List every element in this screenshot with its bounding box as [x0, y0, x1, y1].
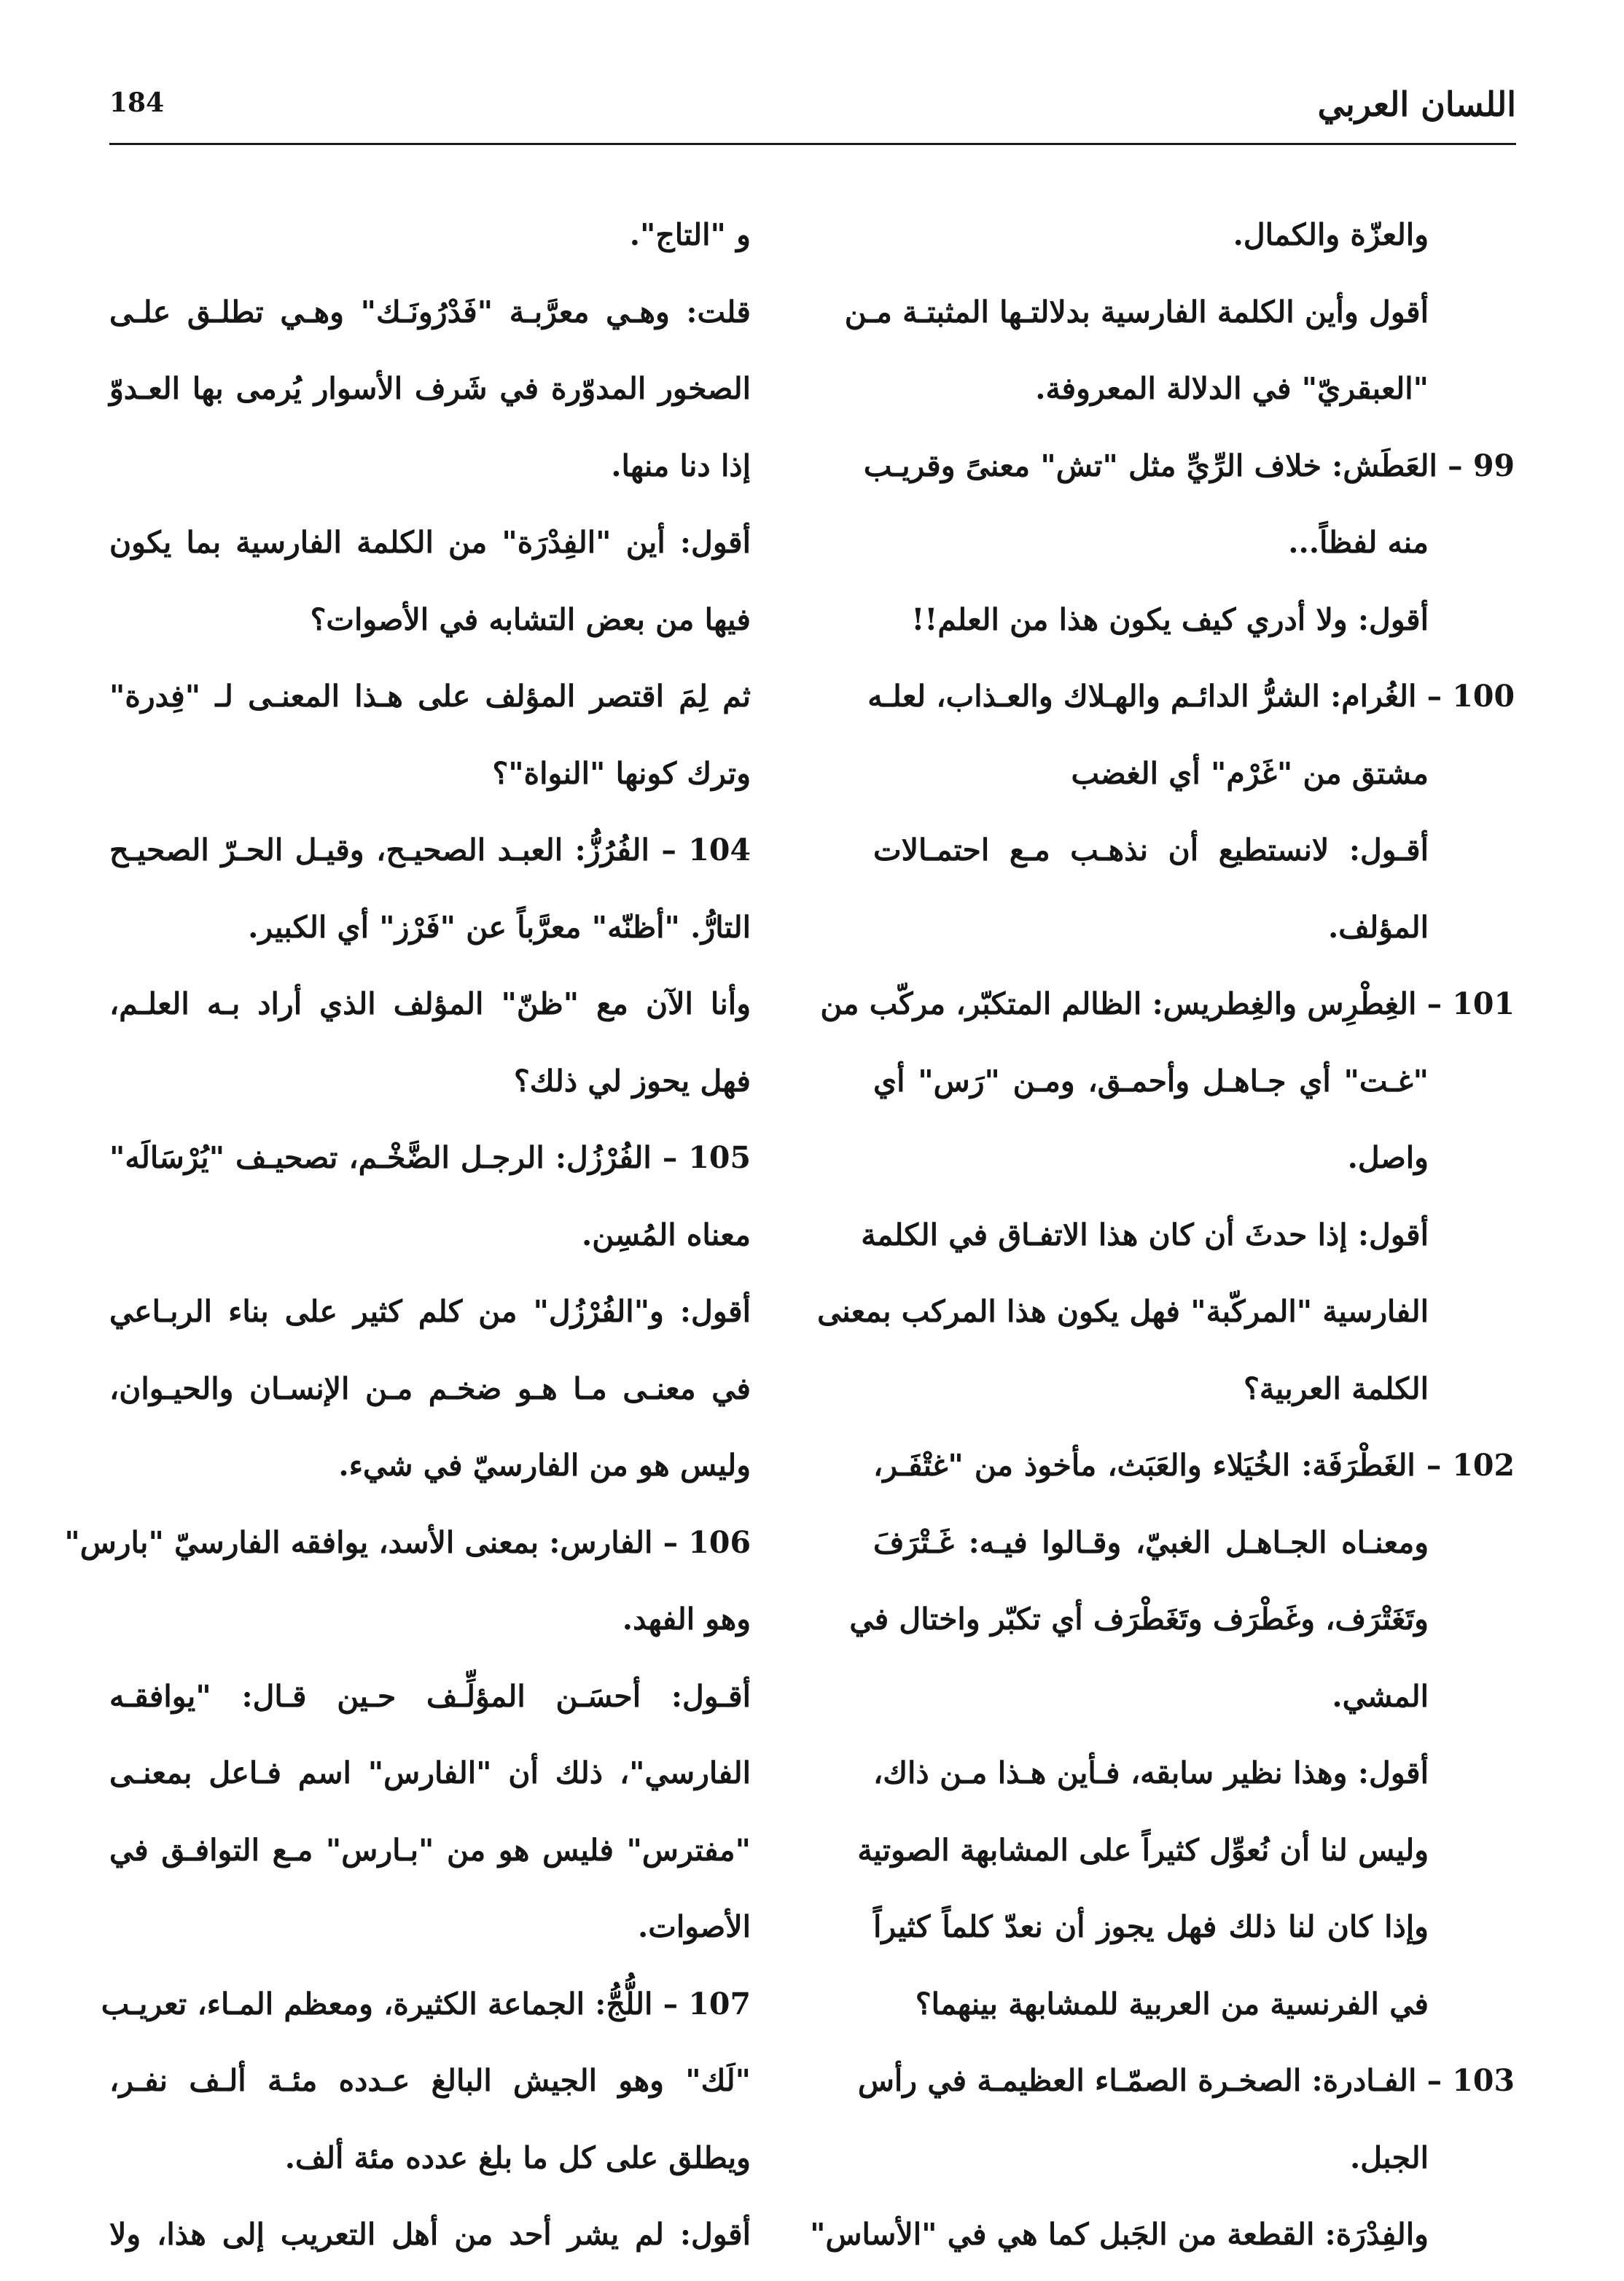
page-number: 184 [109, 87, 165, 118]
text-line: 100 – الغُرام: الشرُّ الدائـم والهـلاك والعـذاب، لعلـه [867, 679, 1515, 714]
text-line: في معنـى مـا هـو ضخـم مـن الإنسـان والحيـوان، [109, 1370, 751, 1406]
text-line: أقول: و"الفُرْزُل" من كلم كثير على بناء الربـاعي [109, 1294, 751, 1329]
text-line: 106 – الفارس: بمعنى الأسد، يوافقه الفارسيّ "بارس" [64, 1524, 751, 1560]
text-line: و "التاج". [629, 217, 751, 252]
text-line: ومعنـاه الجـاهـل الغبيّ، وقـالوا فيـه: غَـتْرَفَ [873, 1524, 1429, 1560]
text-line: فهل يحوز لي ذلك؟ [514, 1063, 751, 1099]
text-line: المشي. [1332, 1678, 1429, 1714]
left-text-column [64, 197, 751, 2274]
text-line: واصل. [1347, 1140, 1429, 1175]
text-line: قلت: وهـي معرَّبـة "فَدْرُونَـك" وهـي تطلـق علـى [109, 294, 751, 330]
text-line: مشتق من "غَرْم" أي الغضب [1071, 755, 1429, 791]
text-line: 99 – العَطَش: خلاف الرِّيِّ مثل "تش" معنىً وقريـب [863, 448, 1515, 483]
text-line: وليس هو من الفارسيّ في شيء. [338, 1448, 751, 1483]
text-line: "مفترس" فليس هو من "بـارس" مـع التوافـق في [109, 1832, 751, 1868]
text-line: معناه المُسِن. [581, 1217, 751, 1252]
journal-title: اللسان العربي [1317, 85, 1516, 124]
text-line: الفارسية "المركّبة" فهل يكون هذا المركب بمعنى [817, 1294, 1429, 1329]
text-line: وهو الفهد. [622, 1602, 751, 1637]
text-line: "غـت" أي جـاهـل وأحمـق، ومـن "رَس" أي [873, 1063, 1429, 1099]
text-line: أقـول: لانستطيع أن نذهـب مـع احتمـالات [873, 833, 1429, 867]
text-line: أقـول: أحسَـن المؤلِّـف حـين قـال: "يوافقـه [109, 1678, 751, 1714]
text-line: وليس لنا أن نُعوِّل كثيراً على المشابهة الصوتية [857, 1832, 1429, 1868]
text-line: وإذا كان لنا ذلك فهل يجوز أن نعدّ كلماً كثيراً [873, 1909, 1429, 1944]
page-header [109, 66, 1516, 146]
text-line: 102 – الغَطْرَفَة: الخُيَلاء والعَبَث، مأخوذ من "غتْفَـر، [873, 1448, 1515, 1483]
text-line: الأصوات. [637, 1909, 751, 1944]
text-line: أقول: ولا أدري كيف يكون هذا من العلم!! [911, 601, 1429, 637]
text-line: الجبل. [1349, 2140, 1429, 2175]
text-line: المؤلف. [1328, 909, 1429, 945]
text-line: وأنا الآن مع "ظنّ" المؤلف الذي أراد بـه العلـم، [109, 986, 751, 1021]
text-line: أقول: إذا حدثَ أن كان هذا الاتفـاق في الكلمة [861, 1217, 1429, 1252]
text-line: "لَك" وهو الجيش البالغ عـدده مئـة ألـف نفـر، [109, 2063, 751, 2098]
text-line: 104 – الفُرُزُّ: العبـد الصحيـح، وقيـل الحـرّ الصحيـح [109, 833, 751, 867]
text-line: 107 – اللُّجُّ: الجماعة الكثيرة، ومعظم المـاء، تعريـب [101, 1986, 751, 2021]
header-rule [109, 143, 1516, 145]
text-line: التارُّ. "أظنّه" معرَّباً عن "فَرْز" أي الكبير. [248, 909, 751, 945]
text-line: والفِدْرَة: القطعة من الجَبل كما هي في "الأساس" [810, 2217, 1429, 2252]
text-line: إذا دنا منها. [611, 448, 751, 483]
text-line: ويطلق على كل ما بلغ عدده مئة ألف. [284, 2140, 751, 2175]
text-line: والعزّة والكمال. [1233, 217, 1429, 252]
right-text-column [810, 197, 1515, 2274]
text-line: الفارسي"، ذلك أن "الفارس" اسم فـاعل بمعنـى [109, 1755, 751, 1790]
text-line: أقول: لم يشر أحد من أهل التعريب إلى هذا، ولا [109, 2217, 751, 2252]
text-line: أقول: وهذا نظير سابقه، فـأين هـذا مـن ذاك، [873, 1755, 1429, 1790]
text-line: ثم لِمَ اقتصر المؤلف على هـذا المعنـى لـ "فِدرة" [109, 679, 751, 714]
text-line: الصخور المدوّرة في شَرف الأسوار يُرمى بها العـدوّ [109, 371, 751, 406]
text-line: "العبقريّ" في الدلالة المعروفة. [1035, 371, 1429, 406]
text-line: الكلمة العربية؟ [1244, 1370, 1429, 1406]
text-line: أقول وأين الكلمة الفارسية بدلالتـها المثبتـة مـن [844, 294, 1429, 330]
text-line: 105 – الفُرْزُل: الرجـل الضَّخْـم، تصحيـف "يُرْسَالَه" [109, 1140, 751, 1175]
text-line: منه لفظاً... [1288, 525, 1429, 560]
text-line: وترك كونها "النواة"؟ [492, 755, 751, 791]
text-line: 103 – الفـادرة: الصخـرة الصمّـاء العظيمـة في رأس [857, 2063, 1515, 2098]
text-line: في الفرنسية من العربية للمشابهة بينهما؟ [915, 1986, 1429, 2021]
text-line: أقول: أين "الفِدْرَة" من الكلمة الفارسية بما يكون [109, 525, 751, 560]
text-line: 101 – الغِطْرِس والغِطريس: الظالم المتكبّر، مركّب من [820, 986, 1515, 1021]
text-line: فيها من بعض التشابه في الأصوات؟ [310, 601, 751, 637]
text-line: وتَغَتْرَف، وغَطْرَف وتَغَطْرَف أي تكبّر واختال في [849, 1602, 1429, 1637]
